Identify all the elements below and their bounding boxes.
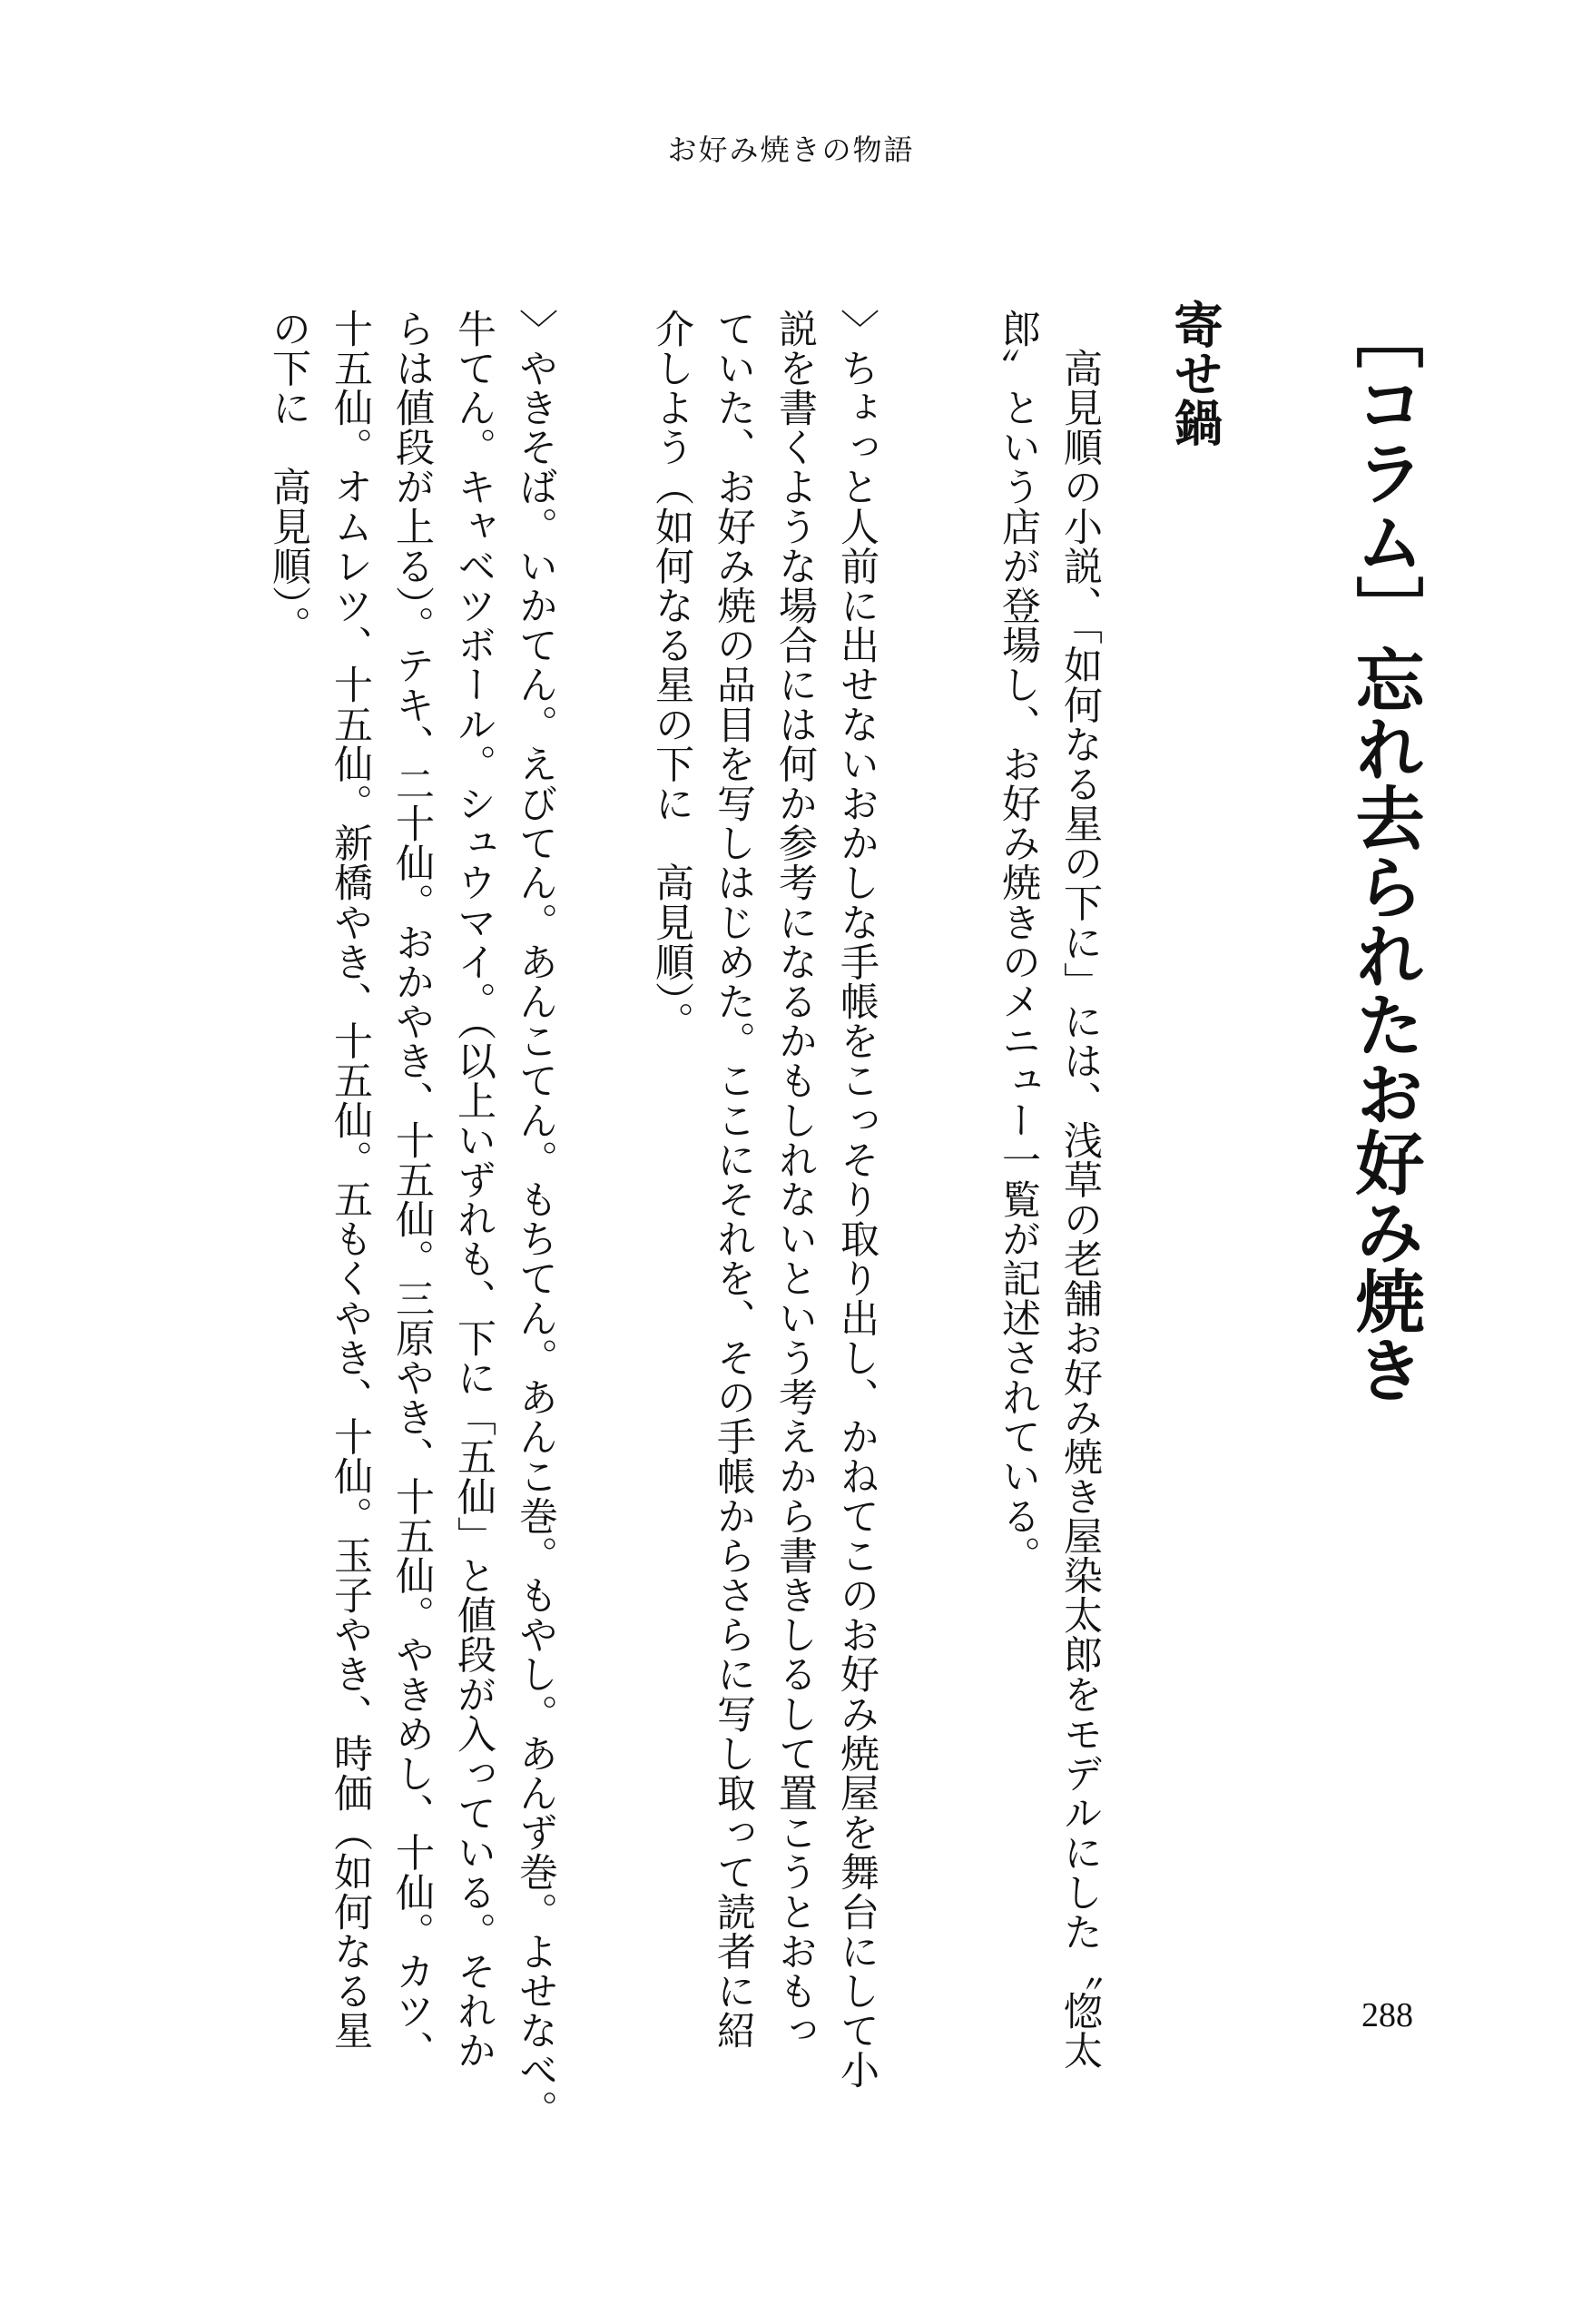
body-line-11: の下に 高見順）。 xyxy=(266,309,311,645)
body-line-7: 〉やきそば。いかてん。えびてん。あんこてん。もちてん。あんこ巻。もやし。あんず巻。よせなべ。 xyxy=(513,309,558,2130)
body-line-4: 説を書くような場合には何か参考になるかもしれないという考えから書きしるして置こうとおもっ xyxy=(772,309,818,2051)
running-header: お好み焼きの物語 xyxy=(667,133,915,167)
column-title: ［コラム］忘れ去られたお好み焼き xyxy=(1344,300,1425,1403)
body-line-3: 〉ちょっと人前に出せないおかしな手帳をこっそり取り出し、かねてこのお好み焼屋を舞台にして小 xyxy=(834,309,879,2090)
body-line-9: らは値段が上る）。テキ、二十仙。おかやき、十五仙。三原やき、十五仙。やきめし、十仙。カツ、 xyxy=(389,309,435,2071)
body-line-10: 十五仙。オムレツ、十五仙。新橋やき、十五仙。五もくやき、十仙。玉子やき、時価（如何なる星 xyxy=(328,309,373,2051)
body-line-5: ていた、お好み焼の品目を写しはじめた。ここにそれを、その手帳からさらに写し取って読者に紹 xyxy=(711,309,756,2051)
body-line-1: 高見順の小説、「如何なる星の下に」には、浅草の老舗お好み焼き屋染太郎をモデルにした〝惚太 xyxy=(1057,309,1103,2071)
body-line-2: 郎〟という店が登場し、お好み焼きのメニュー一覧が記述されている。 xyxy=(996,309,1041,1576)
section-subtitle: 寄せ鍋 xyxy=(1166,300,1223,447)
body-line-6: 介しよう（如何なる星の下に 高見順）。 xyxy=(649,309,694,1041)
body-line-8: 牛てん。キャベツボール。シュウマイ。（以上いずれも、下に「五仙」と値段が入っている。それか xyxy=(451,309,496,2071)
page-number: 288 xyxy=(1361,1996,1413,2034)
